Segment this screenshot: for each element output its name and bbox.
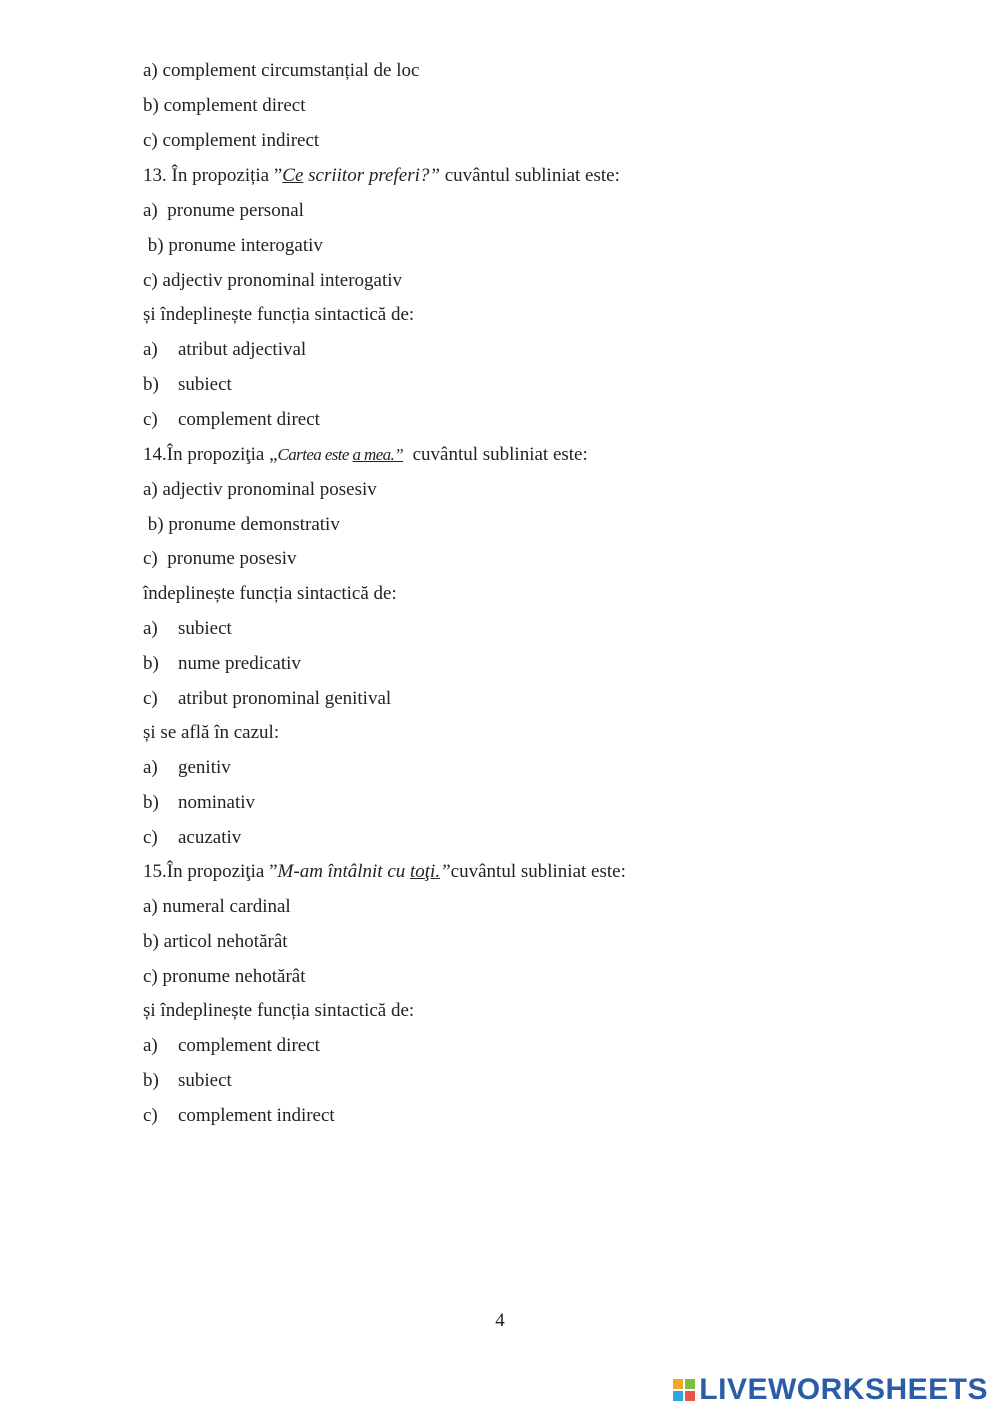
q15-option-b: b) articol nehotărât [143, 931, 288, 952]
option-text: nume predicativ [178, 653, 301, 674]
q15-sentence: M-am întâlnit cu [277, 861, 410, 882]
logo-square-1 [673, 1379, 683, 1389]
option-label: c) [143, 1105, 158, 1126]
q14-function-option [143, 653, 301, 675]
option-text: complement direct [178, 409, 320, 430]
liveworksheets-logo[interactable] [673, 1374, 988, 1406]
option-text: atribut adjectival [178, 339, 307, 360]
option-text: complement indirect [178, 1105, 335, 1126]
option-text: subiect [178, 1070, 232, 1091]
option-label: b) [143, 1070, 159, 1091]
option-label: b) [143, 792, 159, 813]
q13-function-prompt: și îndeplinește funcția sintactică de: [143, 304, 415, 325]
option-text: subiect [178, 374, 232, 395]
q13-option-c: c) adjectiv pronominal interogativ [143, 270, 403, 291]
q14-function-option [143, 618, 232, 640]
q13-option-b: b) pronume interogativ [143, 235, 323, 256]
option-label: c) [143, 827, 158, 848]
q14-function-option [143, 688, 391, 710]
q13-function-option [143, 339, 306, 361]
q13-sentence: scriitor preferi?” [303, 165, 440, 186]
q15-option-c: c) pronume nehotărât [143, 966, 306, 987]
option-text: subiect [178, 618, 232, 639]
option-label: a) [143, 1035, 158, 1056]
q15-suffix: cuvântul subliniat este: [450, 861, 626, 882]
q13-question [143, 165, 620, 187]
q15-function-option [143, 1035, 320, 1057]
q13-suffix: cuvântul subliniat este: [439, 165, 620, 186]
q13-prefix: 13. În propoziția ” [143, 165, 283, 186]
q15-prefix: 15.În propoziţia ” [143, 861, 278, 882]
q15-function-option [143, 1105, 335, 1127]
q13-option-a: a) pronume personal [143, 200, 304, 221]
q15-underlined-word: toţi. [410, 861, 441, 882]
q14-case-option [143, 792, 255, 814]
q12-option-a: a) complement circumstanțial de loc [143, 60, 420, 81]
option-label: a) [143, 339, 158, 360]
q15-function-prompt: și îndeplinește funcția sintactică de: [143, 1000, 415, 1021]
option-text: acuzativ [178, 827, 242, 848]
q12-option-c: c) complement indirect [143, 130, 320, 151]
q14-case-prompt: și se află în cazul: [143, 722, 280, 743]
q14-option-a: a) adjectiv pronominal posesiv [143, 479, 377, 500]
q15-function-option [143, 1070, 232, 1092]
q14-suffix: cuvântul subliniat este: [403, 444, 588, 465]
q13-function-option [143, 409, 320, 431]
liveworksheets-logo-text: LIVEWORKSHEETS [699, 1373, 988, 1406]
option-text: atribut pronominal genitival [178, 688, 392, 709]
option-text: nominativ [178, 792, 256, 813]
option-label: c) [143, 409, 158, 430]
option-label: b) [143, 653, 159, 674]
logo-square-3 [673, 1391, 683, 1401]
q14-prefix: 14.În propoziţia „ [143, 444, 278, 465]
page-number: 4 [495, 1310, 505, 1331]
q15-question [143, 861, 626, 883]
option-label: a) [143, 757, 158, 778]
q14-function-prompt: îndeplinește funcția sintactică de: [143, 583, 397, 604]
option-label: c) [143, 688, 158, 709]
q13-function-option [143, 374, 232, 396]
q12-option-b: b) complement direct [143, 95, 306, 116]
q14-question [143, 444, 588, 466]
q14-option-c: c) pronume posesiv [143, 548, 297, 569]
option-text: genitiv [178, 757, 231, 778]
q15-option-a: a) numeral cardinal [143, 896, 291, 917]
option-label: b) [143, 374, 159, 395]
q14-case-option [143, 757, 231, 779]
logo-square-2 [685, 1379, 695, 1389]
option-label: a) [143, 618, 158, 639]
logo-square-4 [685, 1391, 695, 1401]
option-text: complement direct [178, 1035, 320, 1056]
q14-underlined-word: a mea.” [352, 445, 404, 464]
q15-close-quote: ” [440, 861, 451, 882]
liveworksheets-logo-icon [673, 1379, 695, 1401]
q14-sentence: Cartea este [277, 445, 353, 464]
q14-case-option [143, 827, 241, 849]
q14-option-b: b) pronume demonstrativ [143, 514, 340, 535]
q13-underlined-word: Ce [282, 165, 304, 186]
